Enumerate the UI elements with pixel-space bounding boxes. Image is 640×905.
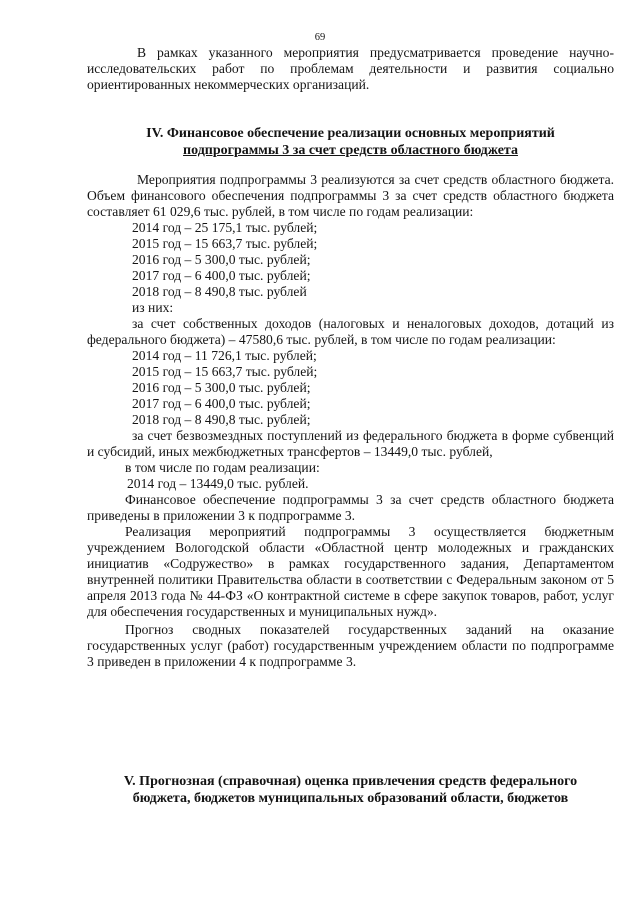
total-year-2017: 2017 год – 6 400,0 тыс. рублей;: [132, 268, 311, 283]
own-income-paragraph: за счет собственных доходов (налоговых и неналоговых доходов, дотаций из федерального бюджета) – 47580,6 тыс. рублей, в том числе по годам реализации:: [87, 316, 614, 347]
total-year-2014: 2014 год – 25 175,1 тыс. рублей;: [132, 220, 318, 235]
total-year-2016: 2016 год – 5 300,0 тыс. рублей;: [132, 252, 311, 267]
section-4-heading-line-2: подпрограммы 3 за счет средств областного бюджета: [183, 143, 518, 158]
own-year-2015: 2015 год – 15 663,7 тыс. рублей;: [132, 364, 318, 379]
section-4-body: [87, 172, 614, 670]
federal-year-2014: 2014 год – 13449,0 тыс. рублей.: [127, 476, 309, 491]
implementation-paragraph: Реализация мероприятий подпрограммы 3 осуществляется бюджетным учреждением Вологодской области «Областной центр молодежных и гражданских инициатив «Содружество» в рамках государственного задания, Департаментом внутренней политики Правительства области в соответствии с Федеральным законом от 5 апреля 2013 года № 44-ФЗ «О контрактной системе в сфере закупок товаров, работ, услуг для обеспечения государственных и муниципальных нужд».: [87, 524, 614, 619]
own-year-2017: 2017 год – 6 400,0 тыс. рублей;: [132, 396, 311, 411]
federal-by-years-label: в том числе по годам реализации:: [125, 460, 320, 475]
federal-years-list: [87, 460, 614, 492]
section-5-heading: [87, 773, 614, 807]
federal-paragraph: за счет безвозмездных поступлений из федерального бюджета в форме субвенций и субсидий, иных межбюджетных трансфертов – 13449,0 тыс. рублей,: [87, 428, 614, 459]
of-them-label: из них:: [132, 300, 174, 315]
forecast-paragraph: Прогноз сводных показателей государственных заданий на оказание государственных услуг (работ) государственным учреждением области по подпрограмме 3 приведен в приложении 4 к подпрограмме 3.: [87, 622, 614, 669]
own-year-2016: 2016 год – 5 300,0 тыс. рублей;: [132, 380, 311, 395]
section-5-heading-line-2: бюджета, бюджетов муниципальных образований области, бюджетов: [132, 791, 569, 806]
page-number: 69: [314, 32, 326, 43]
funding-paragraph: Мероприятия подпрограммы 3 реализуются за счет средств областного бюджета. Объем финансового обеспечения подпрограммы 3 за счет средств областного бюджета составляет 61 029,6 тыс. рублей, в том числе по годам реализации:: [87, 172, 614, 219]
total-year-2015: 2015 год – 15 663,7 тыс. рублей;: [132, 236, 318, 251]
section-4-heading: [87, 125, 614, 159]
section-5-heading-line-1: V. Прогнозная (справочная) оценка привлечения средств федерального: [123, 774, 578, 789]
section-4-heading-line-1: IV. Финансовое обеспечение реализации основных мероприятий: [146, 126, 555, 141]
total-years-list: [87, 220, 614, 316]
own-years-list: [87, 348, 614, 428]
own-year-2018: 2018 год – 8 490,8 тыс. рублей;: [132, 412, 311, 427]
own-year-2014: 2014 год – 11 726,1 тыс. рублей;: [132, 348, 317, 363]
appendix-3-paragraph: Финансовое обеспечение подпрограммы 3 за счет средств областного бюджета приведены в приложении 3 к подпрограмме 3.: [87, 492, 614, 523]
total-year-2018: 2018 год – 8 490,8 тыс. рублей: [132, 284, 307, 299]
intro-paragraph: В рамках указанного мероприятия предусматривается проведение научно-исследовательских работ по проблемам деятельности и развития социально ориентированных некоммерческих организаций.: [87, 45, 614, 92]
